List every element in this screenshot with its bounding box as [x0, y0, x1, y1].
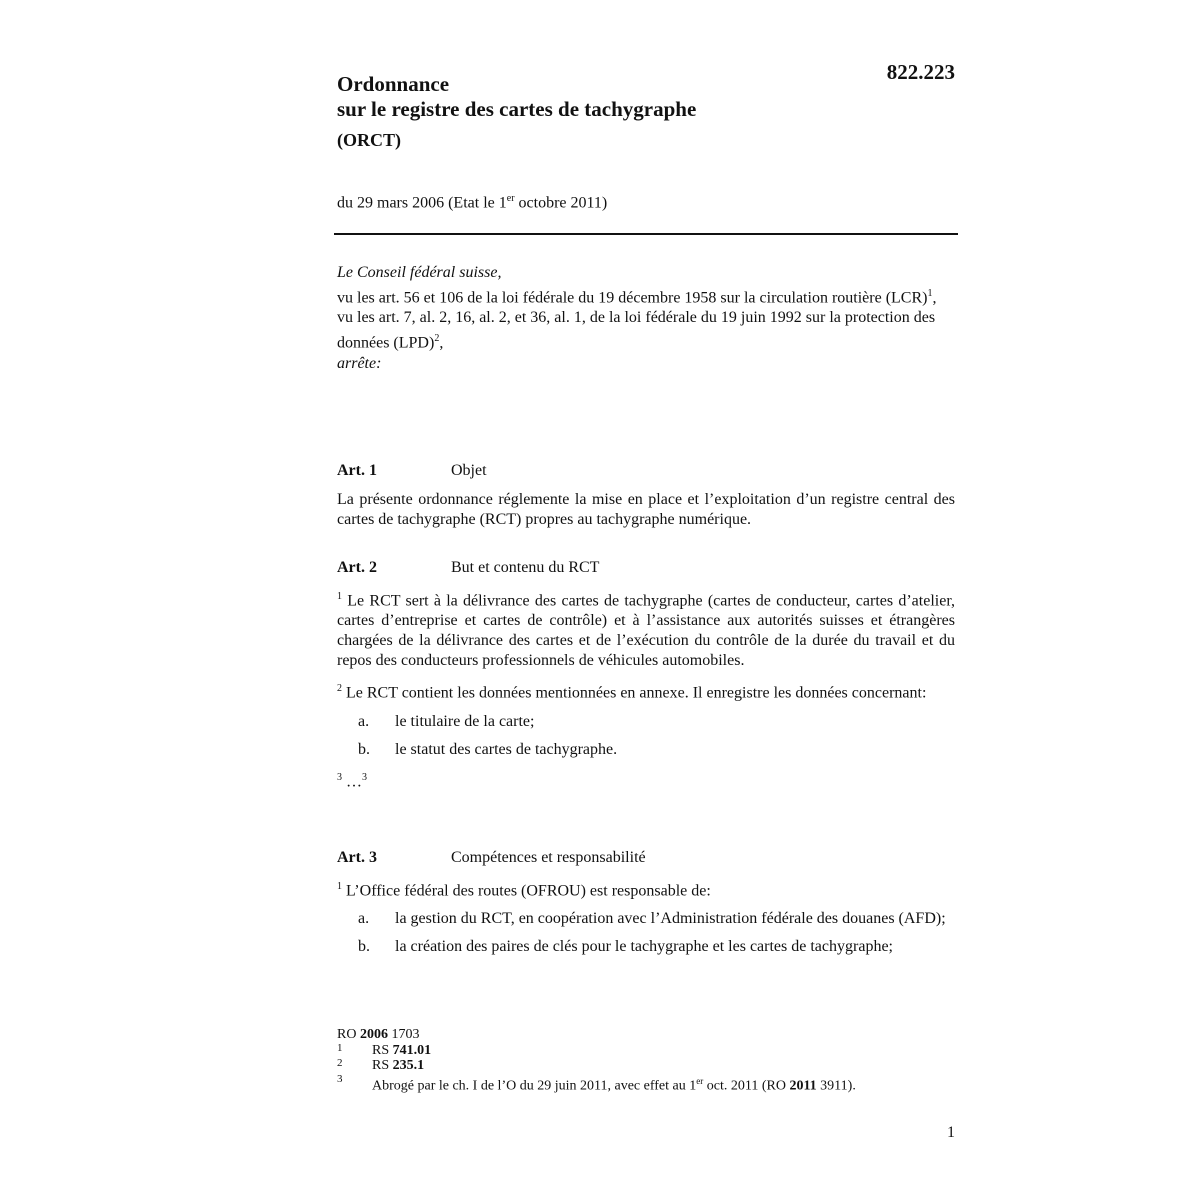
date-text-end: octobre 2011) [514, 194, 608, 212]
list-item-text: le statut des cartes de tachygraphe. [395, 740, 618, 758]
footnote-3 [337, 1074, 955, 1094]
footnote-1 [337, 1043, 955, 1059]
vu-lpd-text: vu les art. 7, al. 2, 16, al. 2, et 36, al. 1, de la loi fédérale du 19 juin 1992 sur la protection des données (LPD) [337, 309, 936, 352]
paragraph-text: Le RCT sert à la délivrance des cartes de tachygraphe (cartes de conducteur, cartes d’atelier, cartes d’entreprise et cartes de contrôle) et à l’assistance aux autorités suisses et étrangères chargées de la délivrance des cartes et de l’exécution du contrôle de la durée du travail et du repos des conducteurs professionnels de véhicules automobiles. [337, 592, 956, 670]
title-line-2: sur le registre des cartes de tachygraphe [337, 97, 697, 121]
preamble-decree: arrête: [337, 354, 382, 372]
article-3-paragraph-1 [337, 877, 955, 901]
footnote-prefix: RS [372, 1042, 393, 1058]
ro-prefix: RO [337, 1027, 360, 1042]
paragraph-text: Le RCT contient les données mentionnées en annexe. Il enregistre les données concernant: [346, 684, 927, 702]
paragraph-text: L’Office fédéral des routes (OFROU) est responsable de: [346, 882, 711, 900]
article-2-heading [337, 558, 955, 578]
article-1-text: La présente ordonnance réglemente la mise en place et l’exploitation d’un registre central des cartes de tachygraphe (RCT) propres au tachygraphe numérique. [337, 491, 955, 528]
footnote-ref-3[interactable]: 3 [362, 771, 367, 783]
footnote-prefix: RS [372, 1058, 393, 1073]
footnote-ref-2[interactable]: 2 [434, 332, 440, 344]
article-2 [337, 558, 955, 800]
list-item-text: le titulaire de la carte; [395, 712, 535, 730]
footnote-number: 2 [337, 1057, 343, 1069]
preamble-vu-lcr [337, 284, 955, 309]
ro-year: 2006 [359, 1027, 388, 1042]
footnote-ref-number: 741.01 [392, 1042, 432, 1058]
paragraph-number: 1 [337, 591, 342, 602]
article-3-number: Art. 3 [337, 849, 377, 866]
sr-number: 822.223 [886, 60, 955, 84]
page-number: 1 [947, 1124, 955, 1141]
article-3 [337, 848, 955, 965]
article-3-title: Compétences et responsabilité [451, 849, 646, 866]
paragraph-text: … [346, 772, 362, 790]
article-2-number: Art. 2 [337, 559, 377, 576]
footnote-number: 1 [337, 1041, 343, 1054]
ro-reference [337, 1027, 955, 1043]
vu-lcr-text: vu les art. 56 et 106 de la loi fédérale du 19 décembre 1958 sur la circulation routière (LCR) [337, 288, 928, 306]
article-1-number: Art. 1 [337, 462, 377, 479]
date-line [337, 193, 607, 212]
list-item [337, 712, 955, 732]
article-1-heading [337, 461, 955, 481]
list-item-label: b. [358, 938, 370, 956]
footnote-sup: er [696, 1075, 704, 1086]
list-item [337, 937, 955, 957]
paragraph-number: 1 [337, 881, 342, 892]
list-item [337, 909, 955, 929]
footnote-ref-1[interactable]: 1 [927, 287, 933, 299]
list-item-label: a. [358, 712, 370, 730]
list-item-label: a. [358, 910, 370, 928]
article-2-paragraph-2 [337, 679, 955, 703]
article-2-paragraph-1 [337, 587, 955, 671]
preamble [337, 263, 955, 374]
list-item-text: la création des paires de clés pour le tachygraphe et les cartes de tachygraphe; [395, 938, 893, 956]
title-abbreviation: (ORCT) [337, 130, 401, 150]
header-rule [334, 233, 958, 235]
list-item-label: b. [358, 740, 370, 758]
paragraph-number: 3 [337, 771, 342, 783]
footnote-number: 3 [337, 1072, 343, 1085]
preamble-vu-lpd [337, 308, 955, 353]
footnote-text: oct. 2011 (RO [703, 1078, 790, 1094]
title-line-1: Ordonnance [337, 72, 450, 96]
footnote-text: 3911). [816, 1078, 856, 1094]
vu-lcr-comma: , [932, 288, 937, 306]
article-1 [337, 461, 955, 538]
date-text: du 29 mars 2006 (Etat le 1 [337, 194, 507, 212]
article-2-title: But et contenu du RCT [451, 559, 600, 576]
article-3-heading [337, 848, 955, 868]
footnote-text: Abrogé par le ch. I de l’O du 29 juin 2011, avec effet au 1 [372, 1078, 697, 1094]
footnote-year: 2011 [789, 1078, 817, 1094]
article-2-paragraph-3 [337, 768, 955, 792]
footnote-2 [337, 1058, 955, 1074]
list-item [337, 740, 955, 760]
date-sup: er [506, 193, 515, 204]
footnote-ref-number: 235.1 [392, 1058, 425, 1073]
vu-lpd-comma: , [439, 334, 444, 352]
footnotes [337, 1027, 955, 1094]
preamble-authority: Le Conseil fédéral suisse, [337, 264, 502, 281]
document-page [337, 0, 955, 1200]
list-item-text: la gestion du RCT, en coopération avec l’Administration fédérale des douanes (AFD); [395, 910, 946, 928]
article-1-title: Objet [451, 462, 487, 479]
ro-page: 1703 [387, 1027, 420, 1042]
paragraph-number: 2 [337, 683, 342, 695]
